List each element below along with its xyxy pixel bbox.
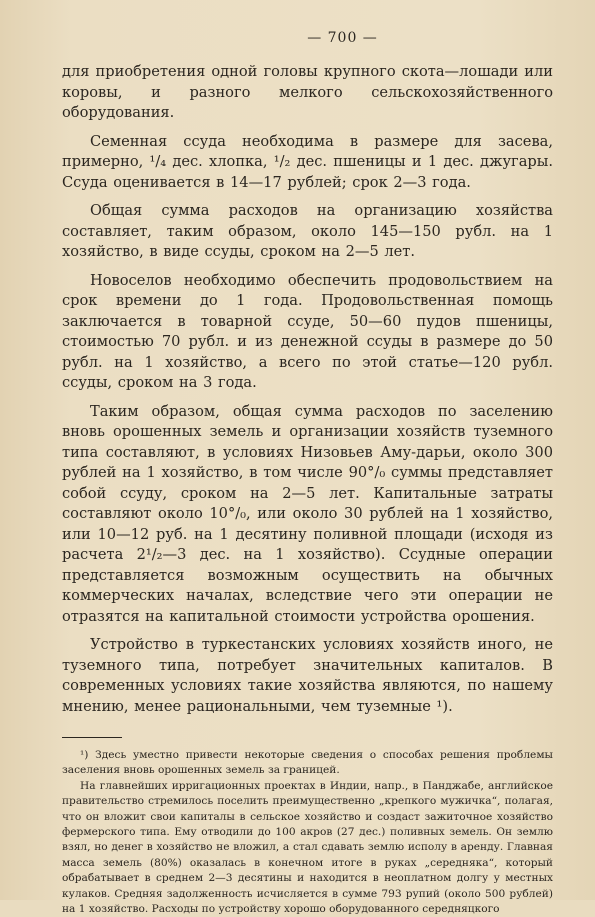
footnotes [62, 748, 553, 917]
paragraph-other-farms: Устройство в туркестанских условиях хозяйств иного, не туземного типа, потребует значительных капиталов. В современных условиях такие хозяйства являются, по нашему мнению, менее рациональными, чем туземные ¹). [62, 636, 553, 715]
paragraph-continuation: для приобретения одной головы крупного скота—лошади или коровы, и разного мелкого сельскохозяйственного оборудования. [62, 63, 553, 121]
footnote-divider [62, 737, 122, 738]
page-number: — 700 — [307, 30, 378, 46]
footnote-1: ¹) Здесь уместно привести некоторые сведения о способах решения проблемы заселения вновь орошенных земель за границей. [62, 749, 553, 777]
main-text [62, 62, 553, 717]
paragraph-seed-loan: Семенная ссуда необходима в размере для засева, примерно, ¹/₄ дес. хлопка, ¹/₂ дес. пшеницы и 1 дес. джугары. Ссуда оценивается в 14—17 рублей; срок 2—3 года. [62, 132, 553, 191]
paragraph-total-costs: Общая сумма расходов на организацию хозяйства составляет, таким образом, около 145—150 рубл. на 1 хозяйство, в виде ссуды, сроком на 2—5 лет. [62, 202, 553, 260]
paragraph-summary: Таким образом, общая сумма расходов по заселению вновь орошенных земель и организации хозяйств туземного типа составляют, в условиях Низовьев Аму-дарьи, около 300 рублей на 1 хозяйство, в том числе 90°/₀ суммы представляет собой ссуду, сроком на 2—5 лет. Капитальные затраты составляют около 10°/₀, или около 30 рублей на 1 хозяйство, или 10—12 руб. на 1 десятину поливной площади (исходя из расчета 2¹/₂—3 дес. на 1 хозяйство). Ссудные операции представляется возможным осуществить на обычных коммерческих началах, вследствие чего эти операции не отразятся на капитальной стоимости устройства орошения. [62, 402, 553, 625]
footnote-1-continued: На главнейших ирригационных проектах в Индии, напр., в Панджабе, английское правительство стремилось поселить преимущественно „крепкого мужичка“, полагая, что он вложит свои капиталы в сельское хозяйство и создаст зажиточное хозяйство фермерского типа. Ему отводили до 100 акров (27 дес.) поливных земель. Он землю взял, но денег в хозяйство не вложил, а стал сдавать землю исполу в аренду. Главная масса земель (80%) оказалась в конечном итоге в руках „середняка“, который обрабатывает в среднем 2—3 десятины и находится в неоплатном долгу у местных кулаков. Средняя задолженность исчисляется в сумме 793 рупий (около 500 рублей) на 1 хозяйство. Расходы по устройству хорошо оборудованного середняцкого [62, 779, 553, 916]
paragraph-food-aid: Новоселов необходимо обеспечить продовольствием на срок времени до 1 года. Продовольственная помощь заключается в товарной ссуде, 50—60 пудов пшеницы, стоимостью 70 рубл. и из денежной ссуды в размере до 50 рубл. на 1 хозяйство, а всего по этой статье—120 рубл. ссуды, сроком на 3 года. [62, 271, 553, 391]
